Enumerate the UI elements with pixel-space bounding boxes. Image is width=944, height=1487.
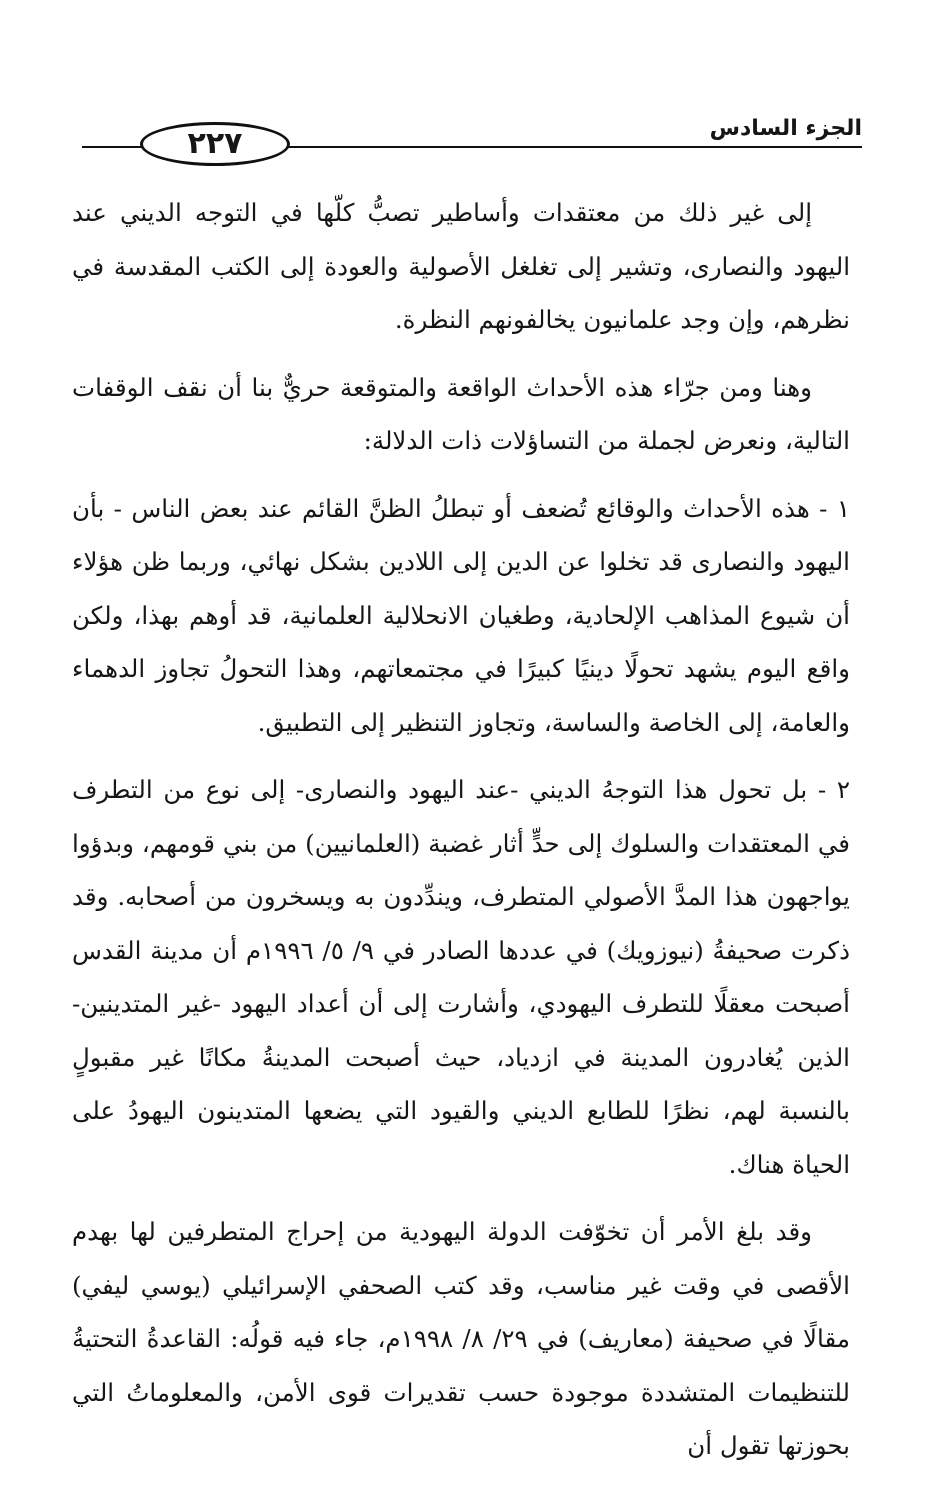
paragraph-transition: وهنا ومن جرّاء هذه الأحداث الواقعة والمتوقعة حريٌّ بنا أن نقف الوقفات التالية، ونعرض لجملة من التساؤلات ذات الدلالة: xyxy=(72,372,850,455)
page-header xyxy=(82,112,862,172)
page-number: ٢٢٧ xyxy=(140,122,290,166)
paragraph-intro: إلى غير ذلك من معتقدات وأساطير تصبُّ كلّها في التوجه الديني عند اليهود والنصارى، وتشير إلى تغلغل الأصولية والعودة إلى الكتب المقدسة في نظرهم، وإن وجد علمانيون يخالفونهم النظرة. xyxy=(72,198,850,334)
paragraph-continuation: وقد بلغ الأمر أن تخوّفت الدولة اليهودية من إحراج المتطرفين لها بهدم الأقصى في وقت غير مناسب، وقد كتب الصحفي الإسرائيلي (يوسي ليفي) مقالًا في صحيفة (معاريف) في ٢٩/ ٨/ ١٩٩٨م، جاء فيه قولُه: القاعدةُ التحتيةُ للتنظيمات المتشددة موجودة حسب تقديرات قوى الأمن، والمعلوماتُ التي بحوزتها تقول أن xyxy=(72,1217,850,1460)
paragraph-point-2: ٢ - بل تحول هذا التوجهُ الديني -عند اليهود والنصارى- إلى نوع من التطرف في المعتقدات والسلوك إلى حدٍّ أثار غضبة (العلمانيين) من بني قومهم، وبدؤوا يواجهون هذا المدَّ الأصولي المتطرف، ويندِّدون به ويسخرون من أصحابه. وقد ذكرت صحيفةُ (نيوزويك) في عددها الصادر في ٩/ ٥/ ١٩٩٦م أن مدينة القدس أصبحت معقلًا للتطرف اليهودي، وأشارت إلى أن أعداد اليهود -غير المتدينين- الذين يُغادرون المدينة في ازدياد، حيث أصبحت المدينةُ مكانًا غير مقبولٍ بالنسبة لهم، نظرًا للطابع الديني والقيود التي يضعها المتدينون اليهودُ على الحياة هناك. xyxy=(72,775,851,1179)
body-text xyxy=(72,186,850,1487)
running-head: الجزء السادس xyxy=(696,114,862,144)
paragraph-point-1: ١ - هذه الأحداث والوقائع تُضعف أو تبطلُ الظنَّ القائم عند بعض الناس - بأن اليهود والنصارى قد تخلوا عن الدين إلى اللادين بشكل نهائي، وربما ظن هؤلاء أن شيوع المذاهب الإلحادية، وطغيان الانحلالية العلمانية، قد أوهم بهذا، ولكن واقع اليوم يشهد تحولًا دينيًا كبيرًا في مجتمعاتهم، وهذا التحولُ تجاوز الدهماء والعامة، إلى الخاصة والساسة، وتجاوز التنظير إلى التطبيق. xyxy=(72,493,850,737)
